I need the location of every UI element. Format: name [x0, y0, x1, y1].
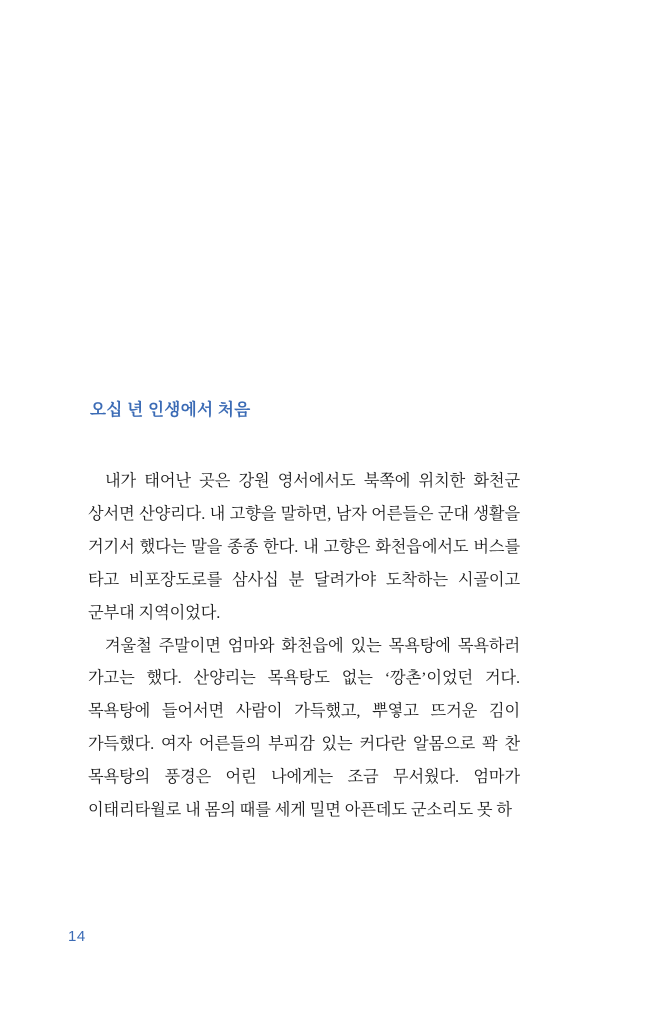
- paragraph-2: 겨울철 주말이면 엄마와 화천읍에 있는 목욕탕에 목욕하러 가고는 했다. 산양리는 목욕탕도 없는 ‘깡촌’이었던 거다. 목욕탕에 들어서면 사람이 가득했고, 뿌옇고 뜨거운 김이 가득했다. 여자 어른들의 부피감 있는 커다란 알몸으로 꽉 찬 목욕탕의 풍경은 어린 나에게는 조금 무서웠다. 엄마가 이태리타월로 내 몸의 때를 세게 밀면 아픈데도 군소리도 못 하: [88, 636, 520, 819]
- page-number: 14: [68, 928, 86, 945]
- paragraph-1: 내가 태어난 곳은 강원 영서에서도 북쪽에 위치한 화천군 상서면 산양리다. 내 고향을 말하면, 남자 어른들은 군대 생활을 거기서 했다는 말을 종종 한다. 내 고향은 화천읍에서도 버스를 타고 비포장도로를 삼사십 분 달려가야 도착하는 시골이고 군부대 지역이었다.: [88, 472, 520, 622]
- body-text-block: [88, 398, 520, 827]
- page-title: 오십 년 인생에서 처음: [90, 400, 251, 419]
